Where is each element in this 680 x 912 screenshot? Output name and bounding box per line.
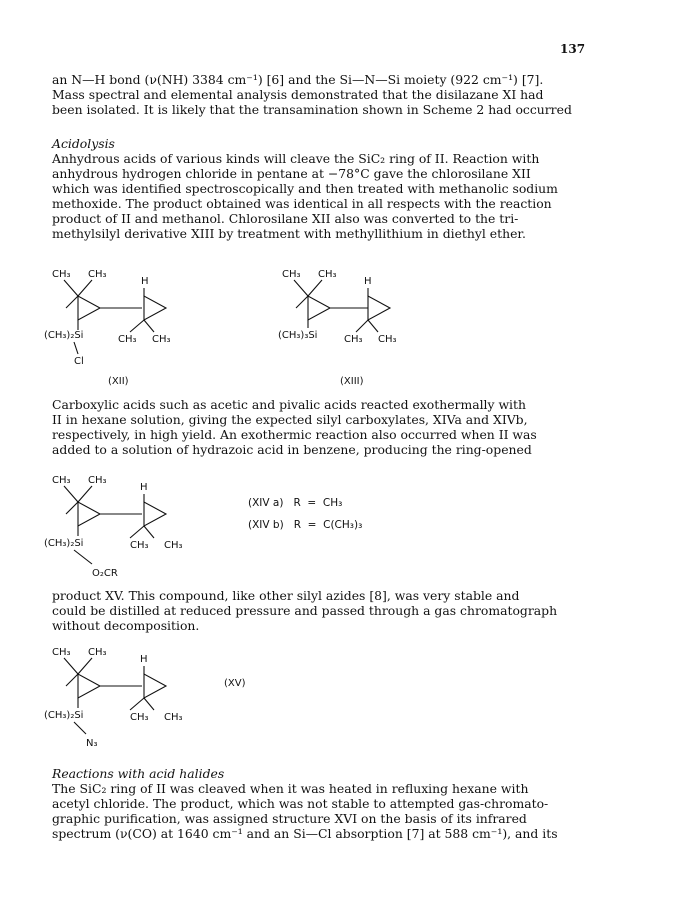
heading-acid-halides: Reactions with acid halides: [52, 766, 225, 781]
structure-xiv: [44, 468, 224, 588]
paragraph-intro: an N—H bond (ν(NH) 3384 cm⁻¹) [6] and the Si—N—Si moiety (922 cm⁻¹) [7]. Mass spectral and elemental analysis demonstrated that the disilazane XI had been isolated. It is likely that the transamination shown in Scheme 2 had occurred: [52, 72, 572, 117]
methyl-label: CH₃: [52, 647, 71, 658]
paragraph-carboxylic: Carboxylic acids such as acetic and pivalic acids reacted exothermally with II in hexane solution, giving the expected silyl carboxylates, XIVa and XIVb, respectively, in high yield. An exothermic reaction also occurred when II was added to a solution of hydrazoic acid in benzene, producing the ring-opened: [52, 397, 537, 457]
substituent-label: Cl: [74, 356, 84, 367]
structure-caption: (XII): [108, 376, 129, 387]
structure-caption: (XIII): [340, 376, 364, 387]
methyl-label: CH₃: [164, 712, 183, 723]
methyl-label: CH₃: [52, 475, 71, 486]
variant-xiva: (XIV a) R = CH₃: [248, 497, 343, 509]
hydrogen-label: H: [140, 654, 148, 665]
heading-acidolysis: Acidolysis: [52, 136, 115, 151]
methyl-label: CH₃: [52, 269, 71, 280]
methyl-label: CH₃: [88, 269, 107, 280]
methyl-label: CH₃: [130, 540, 149, 551]
paragraph-acid-halides: The SiC₂ ring of II was cleaved when it was heated in refluxing hexane with acetyl chloride. The product, which was not stable to attempted gas-chromato- graphic purification, was assigned structure XVI on the basis of its infrared spectrum (ν(CO) at 1640 cm⁻¹ and an Si—Cl absorption [7] at 588 cm⁻¹), and its: [52, 781, 558, 841]
methyl-label: CH₃: [152, 334, 171, 345]
si-group-label: (CH₃)₂Si: [44, 538, 84, 549]
methyl-label: CH₃: [88, 647, 107, 658]
structure-xii: [44, 262, 224, 392]
substituent-label: O₂CR: [92, 568, 118, 579]
structure-caption: (XV): [224, 678, 246, 689]
methyl-label: CH₃: [344, 334, 363, 345]
substituent-label: N₃: [86, 738, 98, 749]
si-group-label: (CH₃)₂Si: [44, 710, 84, 721]
variant-xivb: (XIV b) R = C(CH₃)₃: [248, 519, 363, 531]
hydrogen-label: H: [140, 482, 148, 493]
si-group-label: (CH₃)₃Si: [278, 330, 318, 341]
methyl-label: CH₃: [88, 475, 107, 486]
page-number: 137: [560, 42, 586, 56]
methyl-label: CH₃: [130, 712, 149, 723]
methyl-label: CH₃: [378, 334, 397, 345]
structure-xv: [44, 640, 304, 760]
paragraph-acidolysis: Anhydrous acids of various kinds will cleave the SiC₂ ring of II. Reaction with anhydrous hydrogen chloride in pentane at −78°C gave the chlorosilane XII which was identified spectroscopically and then treated with methanolic sodium methoxide. The product obtained was identical in all respects with the reaction product of II and methanol. Chlorosilane XII also was converted to the tri- methylsilyl derivative XIII by treatment with methyllithium in diethyl ether.: [52, 151, 558, 241]
methyl-label: CH₃: [282, 269, 301, 280]
hydrogen-label: H: [364, 276, 372, 287]
paragraph-azide: product XV. This compound, like other silyl azides [8], was very stable and could be distilled at reduced pressure and passed through a gas chromatograph without decomposition.: [52, 588, 558, 633]
si-group-label: (CH₃)₂Si: [44, 330, 84, 341]
structure-xiii: [278, 262, 458, 392]
hydrogen-label: H: [141, 276, 149, 287]
methyl-label: CH₃: [318, 269, 337, 280]
substituent-variants: [248, 492, 362, 536]
methyl-label: CH₃: [118, 334, 137, 345]
methyl-label: CH₃: [164, 540, 183, 551]
